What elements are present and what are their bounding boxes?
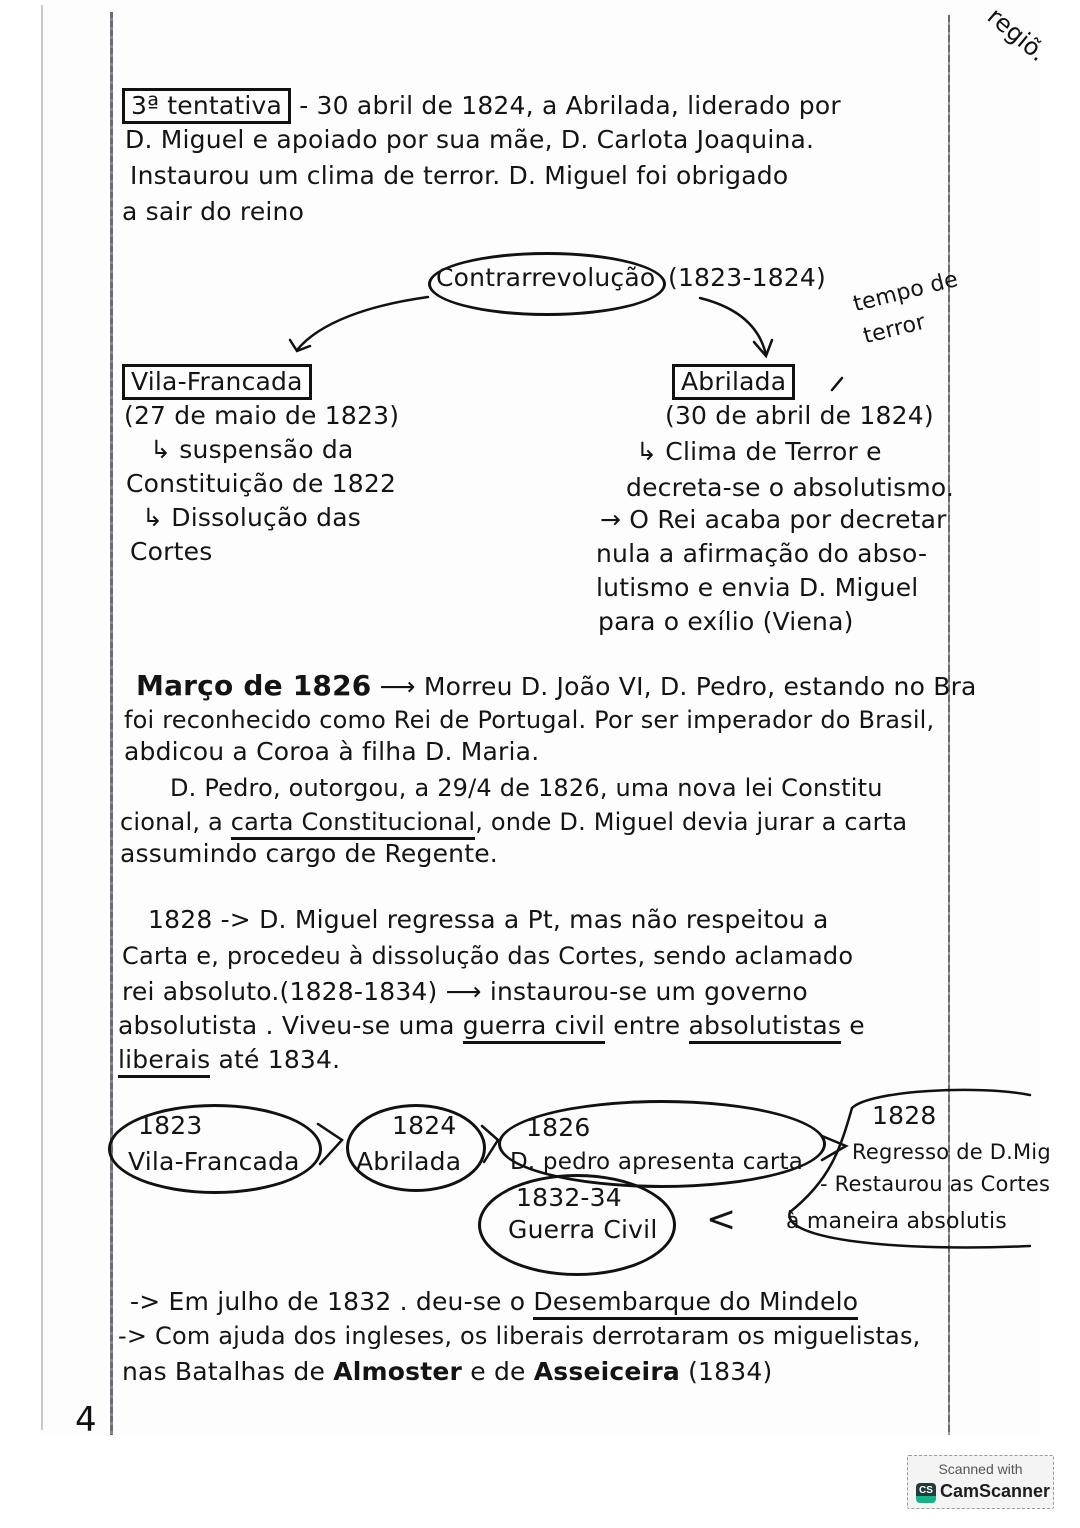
center-label: Contrarrevolução (436, 263, 656, 292)
paragraph-line: -> Com ajuda dos ingleses, os liberais derrotaram os miguelistas, (118, 1322, 921, 1350)
paragraph-line: Março de 1826 ⟶ Morreu D. João VI, D. Pedro, estando no Bra (136, 669, 977, 702)
arrow-left-branch (297, 297, 428, 350)
timeline-year: 1832-34 (516, 1183, 622, 1212)
underlined-term: absolutistas (689, 1011, 842, 1044)
camscanner-watermark (907, 1455, 1054, 1509)
paragraph-line: D. Miguel e apoiado por sua mãe, D. Carlota Joaquina. (125, 125, 815, 154)
branch-point: Cortes (130, 537, 213, 566)
timeline-label: Regresso de D.Mig (852, 1140, 1051, 1164)
paragraph-line: -> Em julho de 1832 . deu-se o Desembarque do Mindelo (130, 1286, 858, 1318)
paragraph-line: foi reconhecido como Rei de Portugal. Por ser imperador do Brasil, (124, 706, 935, 734)
timeline-year: 1823 (138, 1111, 203, 1140)
arrow-right-branch (700, 298, 766, 355)
paragraph-line: cional, a carta Constitucional, onde D. Miguel devia jurar a carta (120, 806, 907, 838)
paragraph-line: D. Pedro, outorgou, a 29/4 de 1826, uma nova lei Constitu (170, 774, 883, 802)
timeline-label: à maneira absolutis (786, 1209, 1007, 1234)
underlined-term: carta Constitucional (231, 808, 476, 840)
paragraph-line: Carta e, procedeu à dissolução das Cortes, sendo aclamado (122, 942, 854, 970)
corner-note: regiõ. (982, 2, 1053, 68)
underlined-term: guerra civil (463, 1011, 605, 1044)
branch-title-right: Abrilada (672, 364, 795, 400)
branch-point: ↳ Clima de Terror e (636, 437, 882, 466)
paragraph-line: Instaurou um clima de terror. D. Miguel foi obrigado (130, 161, 789, 190)
branch-date-left: (27 de maio de 1823) (124, 401, 400, 430)
underlined-term: liberais (118, 1045, 210, 1078)
paragraph-line: rei absoluto.(1828-1834) ⟶ instaurou-se um governo (122, 977, 808, 1006)
branch-point: lutismo e envia D. Miguel (596, 573, 919, 602)
branch-point: ↳ Dissolução das (142, 503, 361, 532)
back-arrow-icon: < (706, 1199, 737, 1240)
timeline-label: D. pedro apresenta carta (510, 1149, 804, 1175)
branch-point: ↳ suspensão da (150, 435, 354, 464)
paragraph-line: abdicou a Coroa à filha D. Maria. (124, 737, 540, 766)
paragraph-line: absolutista . Viveu-se uma guerra civil entre absolutistas e (118, 1010, 865, 1042)
timeline-label: Vila-Francada (128, 1147, 300, 1176)
branch-point: → O Rei acaba por decretar (600, 505, 947, 534)
paragraph-line: 1828 -> D. Miguel regressa a Pt, mas não respeitou a (148, 905, 829, 934)
paragraph-line: a sair do reino (122, 197, 305, 226)
side-note: tempo de (850, 266, 961, 318)
timeline-label: Abrilada (356, 1147, 462, 1176)
camscanner-logo-icon: CS (916, 1483, 936, 1503)
branch-point: decreta-se o absolutismo. (626, 473, 955, 502)
paragraph-line: nas Batalhas de Almoster e de Asseiceira (1834) (122, 1357, 773, 1386)
branch-title-left: Vila-Francada (122, 364, 312, 400)
branch-point: nula a afirmação do abso- (596, 539, 928, 568)
timeline-label: - Restaurou as Cortes (820, 1172, 1051, 1196)
boxed-heading: 3ª tentativa (122, 88, 291, 124)
watermark-brand: CamScanner (940, 1481, 1051, 1501)
paragraph-line: liberais até 1834. (118, 1044, 340, 1076)
branch-date-right: (30 de abril de 1824) (665, 401, 934, 430)
branch-point: para o exílio (Viena) (598, 607, 854, 636)
paragraph-line: assumindo cargo de Regente. (120, 839, 498, 868)
timeline-label: Guerra Civil (508, 1215, 658, 1244)
timeline-year: 1824 (392, 1111, 457, 1140)
page-number: 4 (75, 1400, 97, 1440)
center-dates: (1823-1824) (668, 263, 826, 292)
date-heading: Março de 1826 (136, 669, 372, 702)
watermark-caption: Scanned with (938, 1461, 1023, 1477)
timeline-year: 1828 (872, 1101, 937, 1130)
timeline-year: 1826 (526, 1113, 591, 1142)
underlined-term: Desembarque do Mindelo (533, 1287, 858, 1320)
side-note: terror (860, 309, 928, 350)
branch-point: Constituição de 1822 (126, 469, 397, 498)
paragraph-line: 3ª tentativa - 30 abril de 1824, a Abrilada, liderado por (122, 88, 841, 124)
